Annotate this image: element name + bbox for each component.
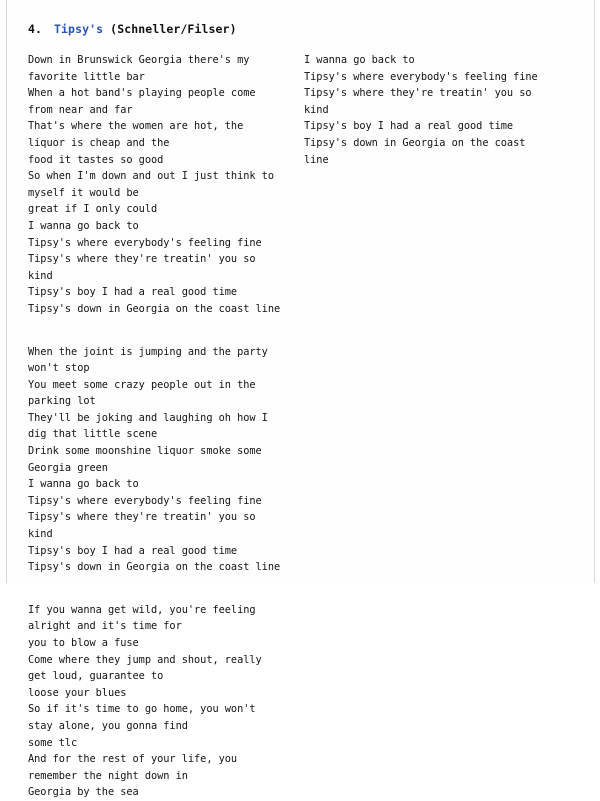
lyrics-line: some tlc (28, 736, 78, 749)
lyrics-stanza (28, 52, 284, 318)
lyrics-column-left (28, 52, 284, 801)
track-credit: (Schneller/Filser) (110, 22, 237, 36)
lyrics-line: Tipsy's where they're treatin' you so kind (28, 253, 262, 282)
page-right-edge-rule (594, 0, 595, 583)
lyrics-line: Drink some moonshine liquor smoke some Georgia green (28, 445, 268, 474)
lyrics-line: Tipsy's where they're treatin' you so kind (28, 511, 262, 541)
lyrics-line: loose your blues (28, 686, 127, 699)
lyrics-line: So if it's time to go home, you won't stay alone, you gonna find (28, 703, 262, 732)
lyrics-line: I wanna go back to (28, 219, 139, 232)
lyrics-line: I wanna go back to (304, 54, 415, 66)
lyrics-stanza (28, 344, 284, 576)
lyrics-line: Tipsy's where everybody's feeling fine (28, 494, 262, 507)
lyrics-line: So when I'm down and out I just think to myself it would be (28, 170, 281, 199)
lyrics-line: They'll be joking and laughing oh how I dig that little scene (28, 411, 274, 441)
lyrics-line: Down in Brunswick Georgia there's my favorite little bar (28, 54, 256, 83)
lyrics-column-right (304, 52, 554, 801)
lyrics-line: food it tastes so good (28, 153, 164, 166)
track-number: 4. (28, 22, 43, 36)
track-heading (28, 22, 568, 36)
lyrics-line: Tipsy's boy I had a real good time (28, 286, 238, 299)
lyrics-columns (28, 52, 576, 801)
lyrics-line: And for the rest of your life, you remember the night down in (28, 753, 244, 782)
lyrics-line: If you wanna get wild, you're feeling alright and it's time for (28, 603, 262, 633)
lyrics-stanza (304, 52, 554, 168)
lyrics-line: That's where the women are hot, the liquor is cheap and the (28, 120, 250, 149)
lyrics-line: Tipsy's boy I had a real good time (28, 544, 238, 557)
lyrics-line: Tipsy's boy I had a real good time (304, 120, 514, 133)
lyrics-line: great if I only could (28, 203, 158, 216)
lyrics-line: I wanna go back to (28, 478, 139, 491)
page-left-edge-rule (6, 0, 7, 583)
lyrics-line: Tipsy's where they're treatin' you so kind (304, 87, 538, 116)
lyrics-line: Tipsy's down in Georgia on the coast line (28, 302, 281, 315)
track-title: Tipsy's (54, 22, 104, 36)
lyrics-line: You meet some crazy people out in the parking lot (28, 378, 262, 408)
lyrics-line: you to blow a fuse (28, 637, 139, 649)
lyrics-line: When the joint is jumping and the party won't stop (28, 345, 274, 375)
lyrics-line: Tipsy's down in Georgia on the coast line (28, 561, 281, 574)
lyrics-stanza (28, 602, 284, 801)
lyrics-line: Tipsy's where everybody's feeling fine (304, 70, 538, 83)
lyrics-line: Tipsy's where everybody's feeling fine (28, 236, 262, 249)
lyrics-line: Tipsy's down in Georgia on the coast line (304, 136, 532, 166)
lyrics-line: When a hot band's playing people come from near and far (28, 87, 262, 116)
lyrics-line: Come where they jump and shout, really get loud, guarantee to (28, 653, 268, 683)
lyrics-line: Georgia by the sea (28, 786, 139, 799)
